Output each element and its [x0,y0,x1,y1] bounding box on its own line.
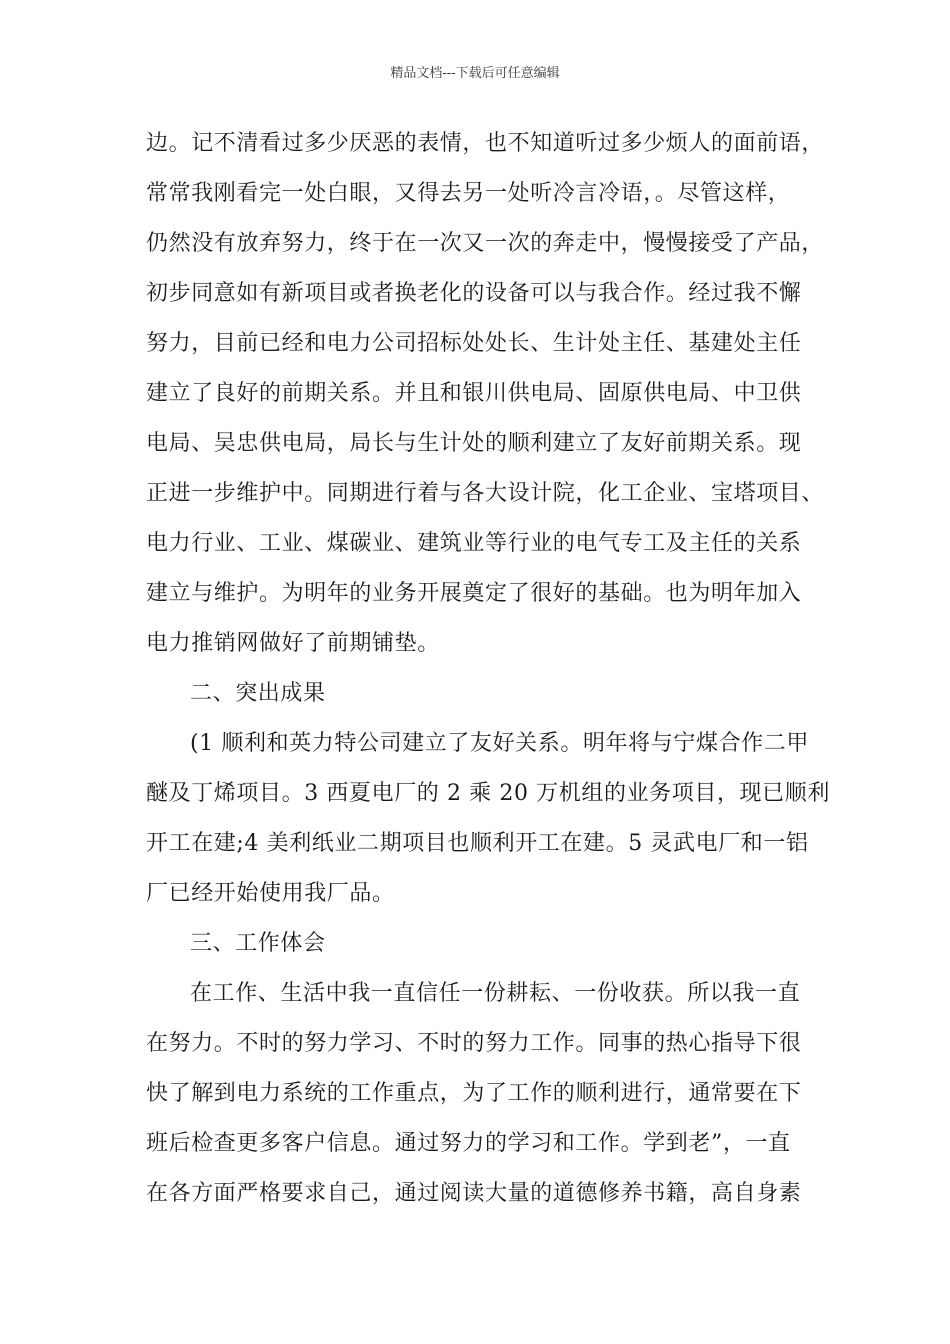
document-body [146,127,836,1227]
text-line: (1 顺利和英力特公司建立了友好关系。明年将与宁煤合作二甲 [190,731,809,756]
text-line: 建立了良好的前期关系。并且和银川供电局、固原供电局、中卫供 [146,381,802,406]
text-line: 建立与维护。为明年的业务开展奠定了很好的基础。也为明年加入 [146,581,802,606]
text-line: 常常我刚看完一处白眼，又得去另一处听冷言冷语，。尽管这样， [146,181,791,206]
text-line: 电力行业、工业、煤碳业、建筑业等行业的电气专工及主任的关系 [146,531,802,556]
text-line: 开工在建;4 美利纸业二期项目也顺利开工在建。5 灵武电厂和一铝 [146,831,809,856]
text-line: 在各方面严格要求自己，通过阅读大量的道德修养书籍，高自身素 [146,1181,802,1206]
text-line: 在努力。不时的努力学习、不时的努力工作。同事的热心指导下很 [146,1031,802,1056]
text-line: 醚及丁烯项目。3 西夏电厂的 2 乘 20 万机组的业务项目，现已顺利 [146,781,830,806]
page-header: 精品文档---下载后可任意编辑 [390,66,560,81]
text-line: 在工作、生活中我一直信任一份耕耘、一份收获。所以我一直 [190,981,801,1006]
text-line: 正进一步维护中。同期进行着与各大设计院，化工企业、宝塔项目、 [146,481,825,506]
text-line: 二、突出成果 [190,681,326,706]
text-line: 电力推销网做好了前期铺垫。 [146,631,440,656]
text-line: 仍然没有放弃努力，终于在一次又一次的奔走中，慢慢接受了产品， [146,231,825,256]
text-line: 班后检查更多客户信息。通过努力的学习和工作。学到老”，一直 [146,1131,791,1156]
text-line: 努力，目前已经和电力公司招标处处长、生计处主任、基建处主任 [146,331,802,356]
text-line: 初步同意如有新项目或者换老化的设备可以与我合作。经过我不懈 [146,281,802,306]
text-line: 快了解到电力系统的工作重点，为了工作的顺利进行，通常要在下 [146,1081,802,1106]
text-line: 厂已经开始使用我厂品。 [146,881,395,906]
text-line: 三、工作体会 [190,931,326,956]
text-line: 边。记不清看过多少厌恶的表情，也不知道听过多少烦人的面前语， [146,131,825,156]
text-line: 电局、吴忠供电局，局长与生计处的顺利建立了友好前期关系。现 [146,431,802,456]
